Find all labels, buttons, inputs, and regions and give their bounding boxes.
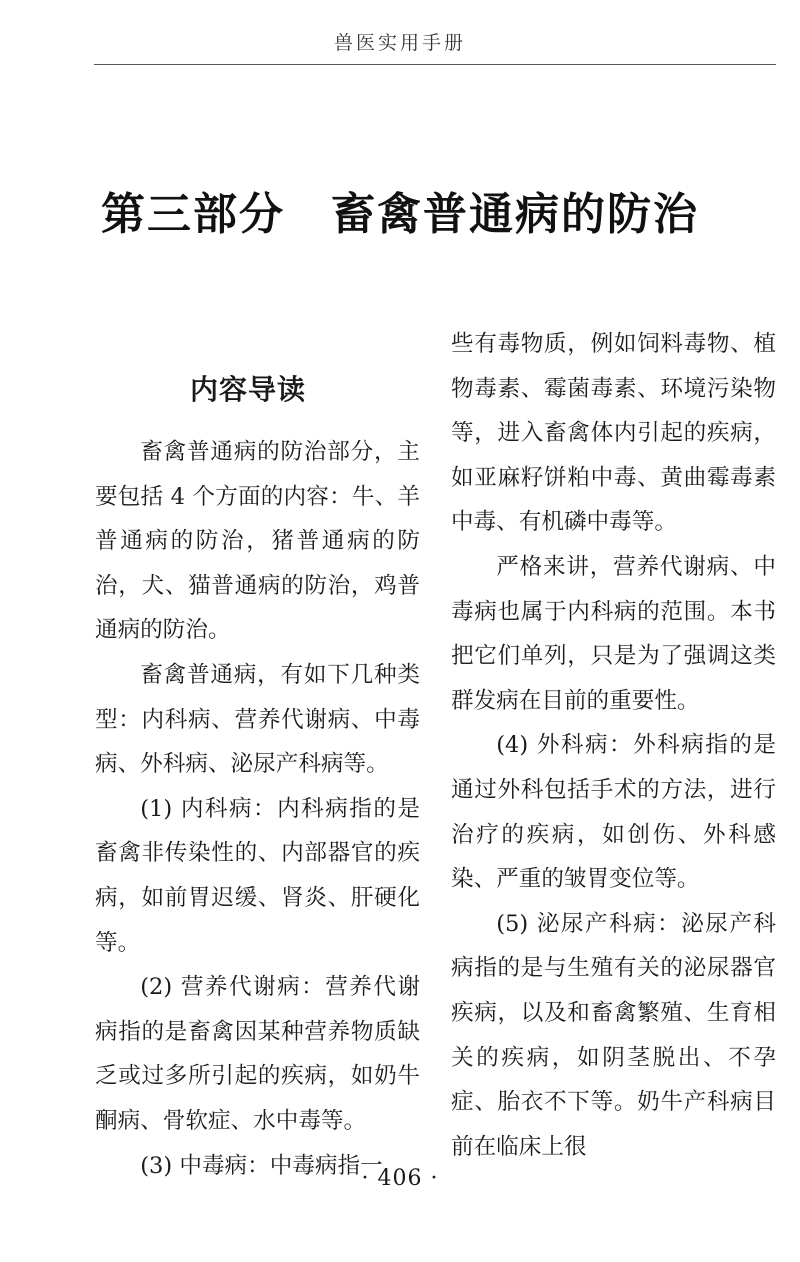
paragraph: (4) 外科病：外科病指的是通过外科包括手术的方法，进行治疗的疾病，如创伤、外科感染、严重的皱胃变位等。 xyxy=(451,732,776,893)
part-subtitle: 畜禽普通病的防治 xyxy=(331,189,699,240)
paragraph-continued: 些有毒物质，例如饲料毒物、植物毒素、霉菌毒素、环境污染物等，进入畜禽体内引起的疾病，如亚麻籽饼粕中毒、黄曲霉毒素中毒、有机磷中毒等。 xyxy=(451,331,776,536)
page-number: · 406 · xyxy=(361,1166,439,1191)
left-column xyxy=(95,322,420,1188)
paragraph: 严格来讲，营养代谢病、中毒病也属于内科病的范围。本书把它们单列，只是为了强调这类群发病在目前的重要性。 xyxy=(451,553,776,714)
running-header: 兽医实用手册 xyxy=(333,32,466,54)
paragraph: (2) 营养代谢病：营养代谢病指的是畜禽因某种营养物质缺乏或过多所引起的疾病，如奶牛酮病、骨软症、水中毒等。 xyxy=(95,974,420,1134)
paragraph: 畜禽普通病，有如下几种类型：内科病、营养代谢病、中毒病、外科病、泌尿产科病等。 xyxy=(95,661,420,778)
paragraph: 畜禽普通病的防治部分，主要包括 4 个方面的内容：牛、羊普通病的防治，猪普通病的防治，犬、猫普通病的防治，鸡普通病的防治。 xyxy=(95,439,420,644)
part-title xyxy=(0,178,800,242)
part-number: 第三部分 xyxy=(101,189,285,240)
right-column xyxy=(451,322,776,1169)
paragraph: (5) 泌尿产科病：泌尿产科病指的是与生殖有关的泌尿器官疾病，以及和畜禽繁殖、生育相关的疾病，如阴茎脱出、不孕症、胎衣不下等。奶牛产科病目前在临床上很 xyxy=(451,910,776,1160)
section-title: 内容导读 xyxy=(190,373,307,406)
paragraph: (1) 内科病：内科病指的是畜禽非传染性的、内部器官的疾病，如前胃迟缓、肾炎、肝硬化等。 xyxy=(95,795,420,956)
paragraph: (3) 中毒病：中毒病指一 xyxy=(140,1152,383,1179)
header-rule xyxy=(94,64,776,65)
